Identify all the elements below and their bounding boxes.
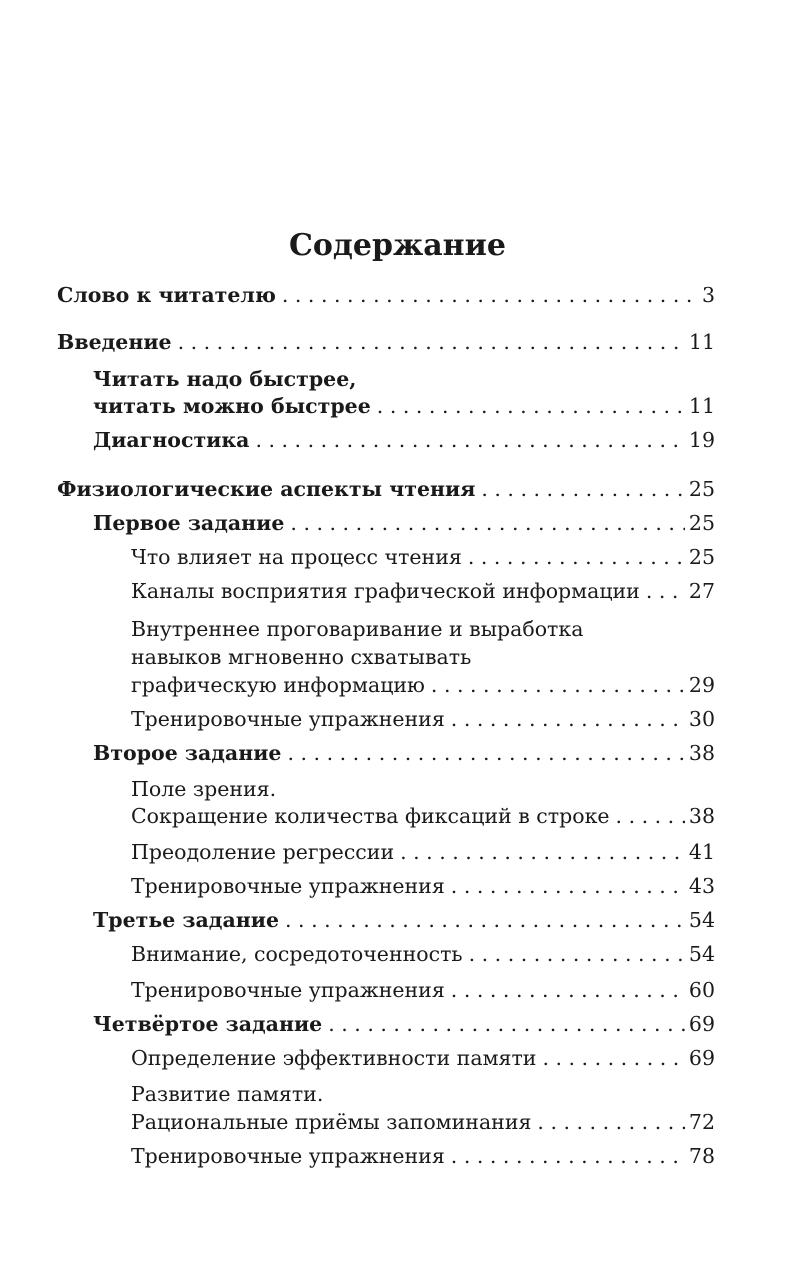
dot-leader: [287, 739, 684, 767]
toc-entry-read-faster[interactable]: [93, 392, 715, 420]
dot-leader: [451, 872, 685, 900]
toc-entry-label: Введение: [57, 330, 172, 354]
dot-leader: [282, 281, 698, 309]
toc-entry-field-of-view[interactable]: [131, 802, 715, 830]
toc-entry-fourth-task[interactable]: [93, 1010, 715, 1038]
toc-entry-training-exercises[interactable]: [131, 872, 715, 900]
toc-entry-label: Сокращение количества фиксаций в строке: [131, 804, 610, 828]
dot-leader: [646, 577, 685, 605]
toc-page-number: 60: [688, 978, 715, 1002]
dot-leader: [616, 802, 685, 830]
toc-entry-diagnostics[interactable]: [93, 426, 715, 454]
dot-leader: [481, 475, 685, 503]
toc-entry-label: Диагностика: [93, 428, 250, 452]
dot-leader: [451, 1142, 685, 1170]
toc-entry-label: Физиологические аспекты чтения: [57, 477, 476, 501]
toc-page-number: 25: [688, 477, 715, 501]
toc-entry-first-task[interactable]: [93, 509, 715, 537]
toc-page-number: 78: [688, 1144, 715, 1168]
toc-entry-foreword[interactable]: [57, 281, 715, 309]
toc-entry-label: Внимание, сосредоточенность: [131, 942, 463, 966]
dot-leader: [469, 940, 685, 968]
dot-leader: [537, 1108, 684, 1136]
toc-page-number: 29: [688, 673, 715, 697]
dot-leader: [285, 906, 685, 934]
toc-entry-label-line: навыков мгновенно схватывать: [131, 645, 472, 669]
toc-page-number: 72: [688, 1110, 715, 1134]
toc-entry-label-line: Внутреннее проговаривание и выработка: [131, 617, 584, 641]
toc-page-number: 3: [701, 283, 715, 307]
toc-entry-label: Определение эффективности памяти: [131, 1046, 537, 1070]
toc-page-number: 41: [688, 840, 715, 864]
toc-entry-label: Тренировочные упражнения: [131, 978, 445, 1002]
toc-page-number: 27: [688, 579, 715, 603]
toc-entry-label: читать можно быстрее: [93, 394, 371, 418]
dot-leader: [451, 976, 685, 1004]
toc-entry-perception-channels[interactable]: [131, 577, 715, 605]
toc-page-number: 38: [688, 741, 715, 765]
dot-leader: [451, 705, 685, 733]
toc-entry-label-line: Развитие памяти.: [131, 1082, 324, 1106]
toc-entry-label: Что влияет на процесс чтения: [131, 545, 462, 569]
toc-entry-label: Каналы восприятия графической информации: [131, 579, 640, 603]
toc-entry-label: Преодоление регрессии: [131, 840, 395, 864]
toc-entry-reading-process[interactable]: [131, 543, 715, 571]
toc-entry-introduction[interactable]: [57, 328, 715, 356]
toc-entry-attention[interactable]: [131, 940, 715, 968]
toc-page-number: 54: [688, 908, 715, 932]
dot-leader: [178, 328, 685, 356]
toc-page-number: 25: [688, 545, 715, 569]
toc-page-number: 54: [688, 942, 715, 966]
toc-page-number: 38: [688, 804, 715, 828]
toc-entry-third-task[interactable]: [93, 906, 715, 934]
dot-leader: [542, 1044, 684, 1072]
page-title: Содержание: [289, 228, 506, 263]
toc-entry-label: Рациональные приёмы запоминания: [131, 1110, 532, 1134]
toc-entry-physiological-aspects[interactable]: [57, 475, 715, 503]
toc-entry-regression[interactable]: [131, 838, 715, 866]
toc-entry-memorization[interactable]: [131, 1108, 715, 1136]
toc-page-number: 30: [688, 707, 715, 731]
dot-leader: [255, 426, 684, 454]
toc-entry-label: Третье задание: [93, 908, 279, 932]
toc-entry-label: Первое задание: [93, 511, 285, 535]
toc-entry-training-exercises[interactable]: [131, 1142, 715, 1170]
toc-entry-label: Тренировочные упражнения: [131, 874, 445, 898]
dot-leader: [400, 838, 685, 866]
toc-page-number: 69: [688, 1046, 715, 1070]
toc-entry-label: Второе задание: [93, 741, 282, 765]
dot-leader: [431, 671, 685, 699]
toc-entry-training-exercises[interactable]: [131, 976, 715, 1004]
dot-leader: [328, 1010, 685, 1038]
toc-page-number: 19: [688, 428, 715, 452]
toc-entry-label-line: Читать надо быстрее,: [93, 367, 357, 391]
toc-entry-subvocalization[interactable]: [131, 671, 715, 699]
dot-leader: [468, 543, 685, 571]
toc-entry-label: графическую информацию: [131, 673, 425, 697]
toc-page-number: 11: [688, 394, 715, 418]
toc-page-number: 43: [688, 874, 715, 898]
toc-entry-label: Слово к читателю: [57, 283, 276, 307]
toc-entry-memory-efficiency[interactable]: [131, 1044, 715, 1072]
toc-page-number: 11: [688, 330, 715, 354]
dot-leader: [290, 509, 685, 537]
toc-page-number: 69: [688, 1012, 715, 1036]
dot-leader: [377, 392, 685, 420]
toc-entry-label: Тренировочные упражнения: [131, 707, 445, 731]
toc-entry-training-exercises[interactable]: [131, 705, 715, 733]
toc-entry-second-task[interactable]: [93, 739, 715, 767]
toc-page-number: 25: [688, 511, 715, 535]
toc-entry-label-line: Поле зрения.: [131, 777, 277, 801]
toc-entry-label: Четвёртое задание: [93, 1012, 323, 1036]
toc-entry-label: Тренировочные упражнения: [131, 1144, 445, 1168]
